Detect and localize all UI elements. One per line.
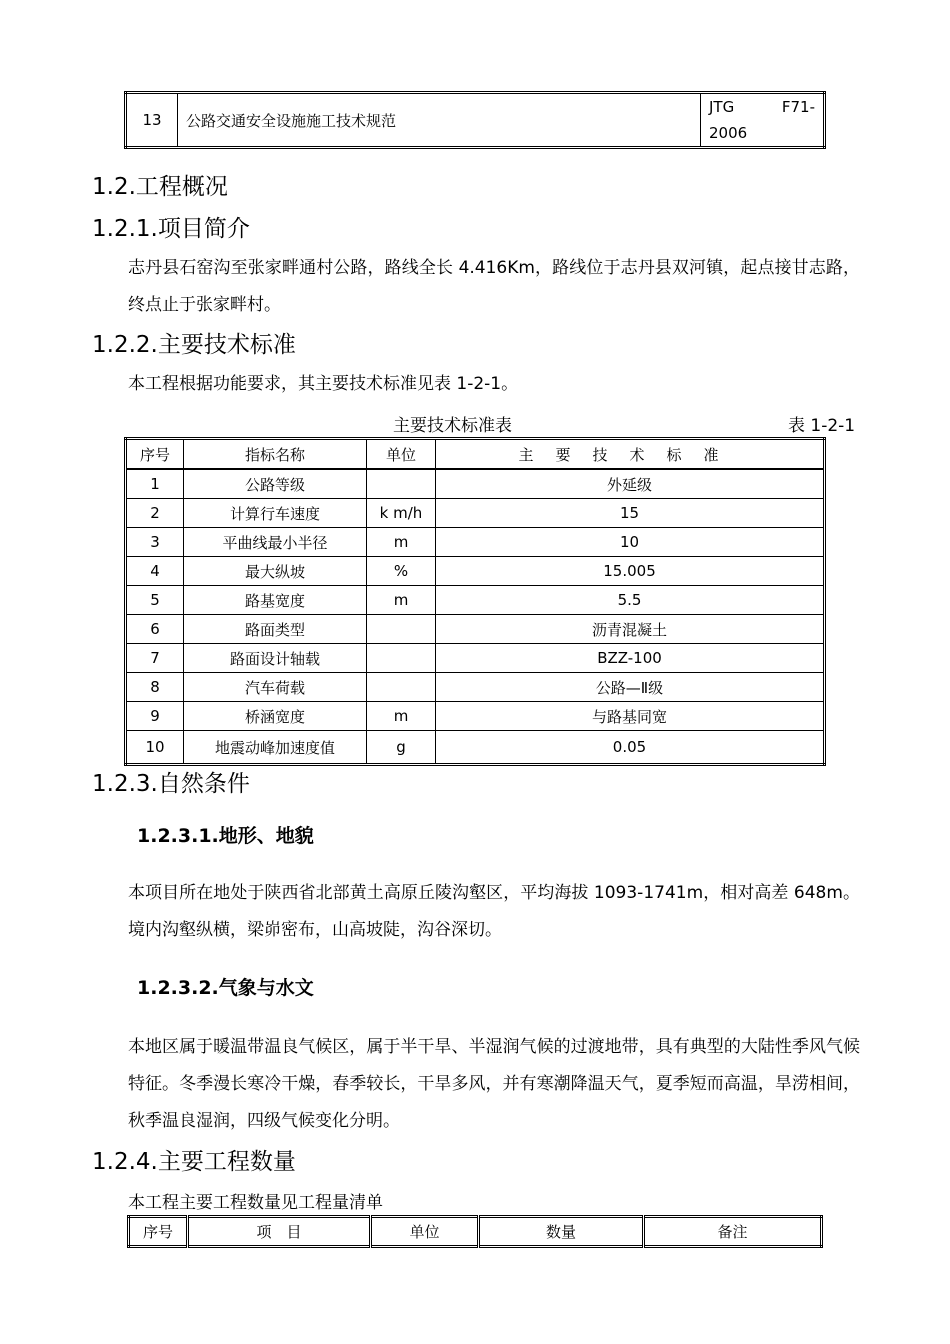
cell: 2 [126, 499, 184, 528]
table-row [126, 499, 825, 528]
table-row [126, 615, 825, 644]
header-cell [436, 439, 825, 470]
header-cell: 单位 [371, 1217, 479, 1247]
cell: 15 [436, 499, 825, 528]
header-cell: 序号 [129, 1217, 188, 1247]
table-row [126, 528, 825, 557]
code-part-b: F71- [781, 98, 815, 116]
standards-text: 本工程根据功能要求，其主要技术标准见表 1-2-1。 [128, 374, 519, 394]
table-row [126, 93, 825, 148]
cell: 路基宽度 [184, 586, 367, 615]
tech-standards-table [124, 437, 826, 766]
cell: 9 [126, 702, 184, 731]
cell: 汽车荷载 [184, 673, 367, 702]
terrain-text: 本项目所在地处于陕西省北部黄土高原丘陵沟壑区，平均海拔 1093-1741m，相对高差 648m。境内沟壑纵横，梁峁密布，山高坡陡，沟谷深切。 [128, 883, 860, 940]
table-header-row [126, 439, 825, 470]
cell: g [367, 731, 436, 765]
heading-1-2-2: 1.2.2.主要技术标准 [92, 332, 296, 358]
table-row [126, 557, 825, 586]
header-cell: 备注 [644, 1217, 822, 1247]
cell: 6 [126, 615, 184, 644]
cell: 3 [126, 528, 184, 557]
table-row [126, 731, 825, 765]
header-cell: 项 目 [188, 1217, 371, 1247]
cell: 10 [436, 528, 825, 557]
table-row [126, 673, 825, 702]
cell: 8 [126, 673, 184, 702]
cell: 与路基同宽 [436, 702, 825, 731]
cell: 7 [126, 644, 184, 673]
table-label: 表 1-2-1 [788, 416, 856, 436]
cell: 1 [126, 469, 184, 499]
cell: 沥青混凝土 [436, 615, 825, 644]
table-row [126, 644, 825, 673]
cell [367, 673, 436, 702]
cell: 桥涵宽度 [184, 702, 367, 731]
cell: 路面设计轴载 [184, 644, 367, 673]
cell: BZZ-100 [436, 644, 825, 673]
cell: 10 [126, 731, 184, 765]
cell: 4 [126, 557, 184, 586]
heading-1-2-4: 1.2.4.主要工程数量 [92, 1149, 296, 1175]
cell: 15.005 [436, 557, 825, 586]
header-cell-text: 主要技术标准 [518, 445, 741, 464]
heading-1-2-3-2: 1.2.3.2.气象与水文 [137, 977, 314, 999]
table-caption: 主要技术标准表 [393, 416, 512, 436]
header-cell: 单位 [367, 439, 436, 470]
code-part-c: 2006 [709, 124, 748, 142]
table-row [126, 469, 825, 499]
cell: 地震动峰加速度值 [184, 731, 367, 765]
cell: 最大纵坡 [184, 557, 367, 586]
climate-paragraph [92, 1029, 860, 1140]
cell: 计算行车速度 [184, 499, 367, 528]
standard-name: 公路交通安全设施施工技术规范 [178, 93, 701, 148]
header-cell: 指标名称 [184, 439, 367, 470]
cell [367, 469, 436, 499]
cell: 外延级 [436, 469, 825, 499]
cell: m [367, 528, 436, 557]
cell: 路面类型 [184, 615, 367, 644]
quantity-text: 本工程主要工程数量见工程量清单 [128, 1193, 383, 1213]
heading-1-2-3-1: 1.2.3.1.地形、地貌 [137, 825, 314, 847]
cell: 公路等级 [184, 469, 367, 499]
row-number: 13 [126, 93, 178, 148]
header-cell: 序号 [126, 439, 184, 470]
heading-1-2-3: 1.2.3.自然条件 [92, 771, 250, 797]
cell [367, 615, 436, 644]
cell: 公路—Ⅱ级 [436, 673, 825, 702]
header-cell: 数量 [479, 1217, 644, 1247]
standard-code [701, 93, 825, 148]
heading-1-2-1: 1.2.1.项目简介 [92, 216, 250, 242]
climate-text: 本地区属于暖温带温良气候区，属于半干旱、半湿润气候的过渡地带，具有典型的大陆性季风气候特征。冬季漫长寒冷干燥，春季较长，干旱多风，并有寒潮降温天气，夏季短而高温，旱涝相间，秋季温良湿润，四级气候变化分明。 [128, 1037, 860, 1131]
cell: m [367, 586, 436, 615]
heading-1-2: 1.2.工程概况 [92, 174, 228, 200]
standards-table [124, 91, 826, 149]
table-row [126, 702, 825, 731]
cell: k m/h [367, 499, 436, 528]
cell [367, 644, 436, 673]
cell: m [367, 702, 436, 731]
table-header-row [129, 1217, 822, 1247]
quantity-table [127, 1215, 823, 1248]
table-row [126, 586, 825, 615]
terrain-paragraph [92, 875, 860, 949]
code-part-a: JTG [709, 98, 735, 116]
cell: 0.05 [436, 731, 825, 765]
cell: 5 [126, 586, 184, 615]
intro-text: 志丹县石窑沟至张家畔通村公路，路线全长 4.416Km，路线位于志丹县双河镇，起点接甘志路，终点止于张家畔村。 [128, 258, 860, 315]
intro-paragraph [92, 250, 860, 324]
cell: 平曲线最小半径 [184, 528, 367, 557]
cell: 5.5 [436, 586, 825, 615]
cell: % [367, 557, 436, 586]
standards-paragraph [92, 366, 860, 403]
